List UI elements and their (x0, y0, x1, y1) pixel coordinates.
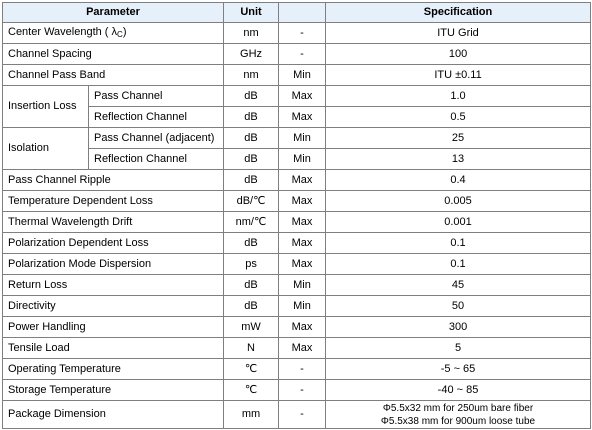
qualifier-cell: - (279, 401, 326, 429)
param-label: Storage Temperature (3, 380, 224, 401)
row-isolation-pass (3, 128, 591, 149)
unit-cell: dB (224, 149, 279, 170)
row-tensile-load (3, 338, 591, 359)
param-label: Return Loss (3, 275, 224, 296)
row-channel-spacing (3, 44, 591, 65)
row-isolation-reflection (3, 149, 591, 170)
unit-cell: nm (224, 23, 279, 44)
spec-cell: 0.005 (326, 191, 591, 212)
row-power-handling (3, 317, 591, 338)
row-center-wavelength (3, 23, 591, 44)
unit-cell: mW (224, 317, 279, 338)
unit-cell: dB (224, 296, 279, 317)
row-pass-channel-ripple (3, 170, 591, 191)
row-channel-pass-band (3, 65, 591, 86)
param-sub-label: Pass Channel (adjacent) (89, 128, 224, 149)
spec-cell: 50 (326, 296, 591, 317)
unit-cell: mm (224, 401, 279, 429)
header-qualifier (279, 3, 326, 23)
header-specification: Specification (326, 3, 591, 23)
spec-cell: 1.0 (326, 86, 591, 107)
spec-cell (326, 401, 591, 429)
param-label: Pass Channel Ripple (3, 170, 224, 191)
qualifier-cell: Max (279, 191, 326, 212)
unit-cell: N (224, 338, 279, 359)
qualifier-cell: Min (279, 128, 326, 149)
unit-cell: dB/℃ (224, 191, 279, 212)
param-label: Thermal Wavelength Drift (3, 212, 224, 233)
unit-cell: ℃ (224, 359, 279, 380)
param-sub-label: Reflection Channel (89, 107, 224, 128)
specification-table (2, 2, 591, 429)
spec-cell: 300 (326, 317, 591, 338)
qualifier-cell: - (279, 44, 326, 65)
row-package-dimension (3, 401, 591, 429)
row-insertion-loss-pass (3, 86, 591, 107)
param-label: Channel Spacing (3, 44, 224, 65)
header-parameter: Parameter (3, 3, 224, 23)
row-directivity (3, 296, 591, 317)
spec-cell: 0.5 (326, 107, 591, 128)
param-label: Package Dimension (3, 401, 224, 429)
qualifier-cell: Max (279, 170, 326, 191)
row-storage-temperature (3, 380, 591, 401)
spec-cell: -5 ~ 65 (326, 359, 591, 380)
unit-cell: ps (224, 254, 279, 275)
unit-cell: dB (224, 233, 279, 254)
row-polarization-mode-dispersion (3, 254, 591, 275)
qualifier-cell: - (279, 380, 326, 401)
param-sub-label: Reflection Channel (89, 149, 224, 170)
spec-cell: 45 (326, 275, 591, 296)
unit-cell: dB (224, 170, 279, 191)
spec-cell: -40 ~ 85 (326, 380, 591, 401)
qualifier-cell: Min (279, 296, 326, 317)
unit-cell: dB (224, 128, 279, 149)
spec-cell: ITU Grid (326, 23, 591, 44)
spec-cell: 0.4 (326, 170, 591, 191)
qualifier-cell: Min (279, 275, 326, 296)
row-temperature-dependent-loss (3, 191, 591, 212)
unit-cell: GHz (224, 44, 279, 65)
param-label: Center Wavelength ( $\lambda_C$) (3, 23, 224, 44)
param-label: Channel Pass Band (3, 65, 224, 86)
param-label: Operating Temperature (3, 359, 224, 380)
header-row (3, 3, 591, 23)
param-group-label: Insertion Loss (3, 86, 89, 128)
param-group-label: Isolation (3, 128, 89, 170)
qualifier-cell: - (279, 359, 326, 380)
qualifier-cell: Min (279, 65, 326, 86)
qualifier-cell: Max (279, 254, 326, 275)
unit-cell: dB (224, 86, 279, 107)
spec-cell: 5 (326, 338, 591, 359)
unit-cell: nm (224, 65, 279, 86)
spec-line-bare-fiber: Φ5.5x32 mm for 250um bare fiber (382, 402, 534, 414)
unit-cell: nm/℃ (224, 212, 279, 233)
param-label: Power Handling (3, 317, 224, 338)
qualifier-cell: Max (279, 86, 326, 107)
spec-cell: 13 (326, 149, 591, 170)
spec-cell: 0.001 (326, 212, 591, 233)
unit-cell: dB (224, 107, 279, 128)
header-unit: Unit (224, 3, 279, 23)
qualifier-cell: Max (279, 317, 326, 338)
spec-cell: ITU ±0.11 (326, 65, 591, 86)
qualifier-cell: Min (279, 149, 326, 170)
row-thermal-wavelength-drift (3, 212, 591, 233)
param-label: Directivity (3, 296, 224, 317)
row-operating-temperature (3, 359, 591, 380)
row-insertion-loss-reflection (3, 107, 591, 128)
qualifier-cell: Max (279, 212, 326, 233)
param-sub-label: Pass Channel (89, 86, 224, 107)
spec-cell: 0.1 (326, 233, 591, 254)
spec-line-loose-tube: Φ5.5x38 mm for 900um loose tube (380, 415, 536, 427)
qualifier-cell: Max (279, 107, 326, 128)
unit-cell: ℃ (224, 380, 279, 401)
unit-cell: dB (224, 275, 279, 296)
spec-cell: 0.1 (326, 254, 591, 275)
qualifier-cell: Max (279, 233, 326, 254)
param-label: Polarization Dependent Loss (3, 233, 224, 254)
qualifier-cell: Max (279, 338, 326, 359)
spec-cell: 25 (326, 128, 591, 149)
row-return-loss (3, 275, 591, 296)
qualifier-cell: - (279, 23, 326, 44)
spec-cell: 100 (326, 44, 591, 65)
row-polarization-dependent-loss (3, 233, 591, 254)
param-label: Tensile Load (3, 338, 224, 359)
param-label: Temperature Dependent Loss (3, 191, 224, 212)
param-label: Polarization Mode Dispersion (3, 254, 224, 275)
